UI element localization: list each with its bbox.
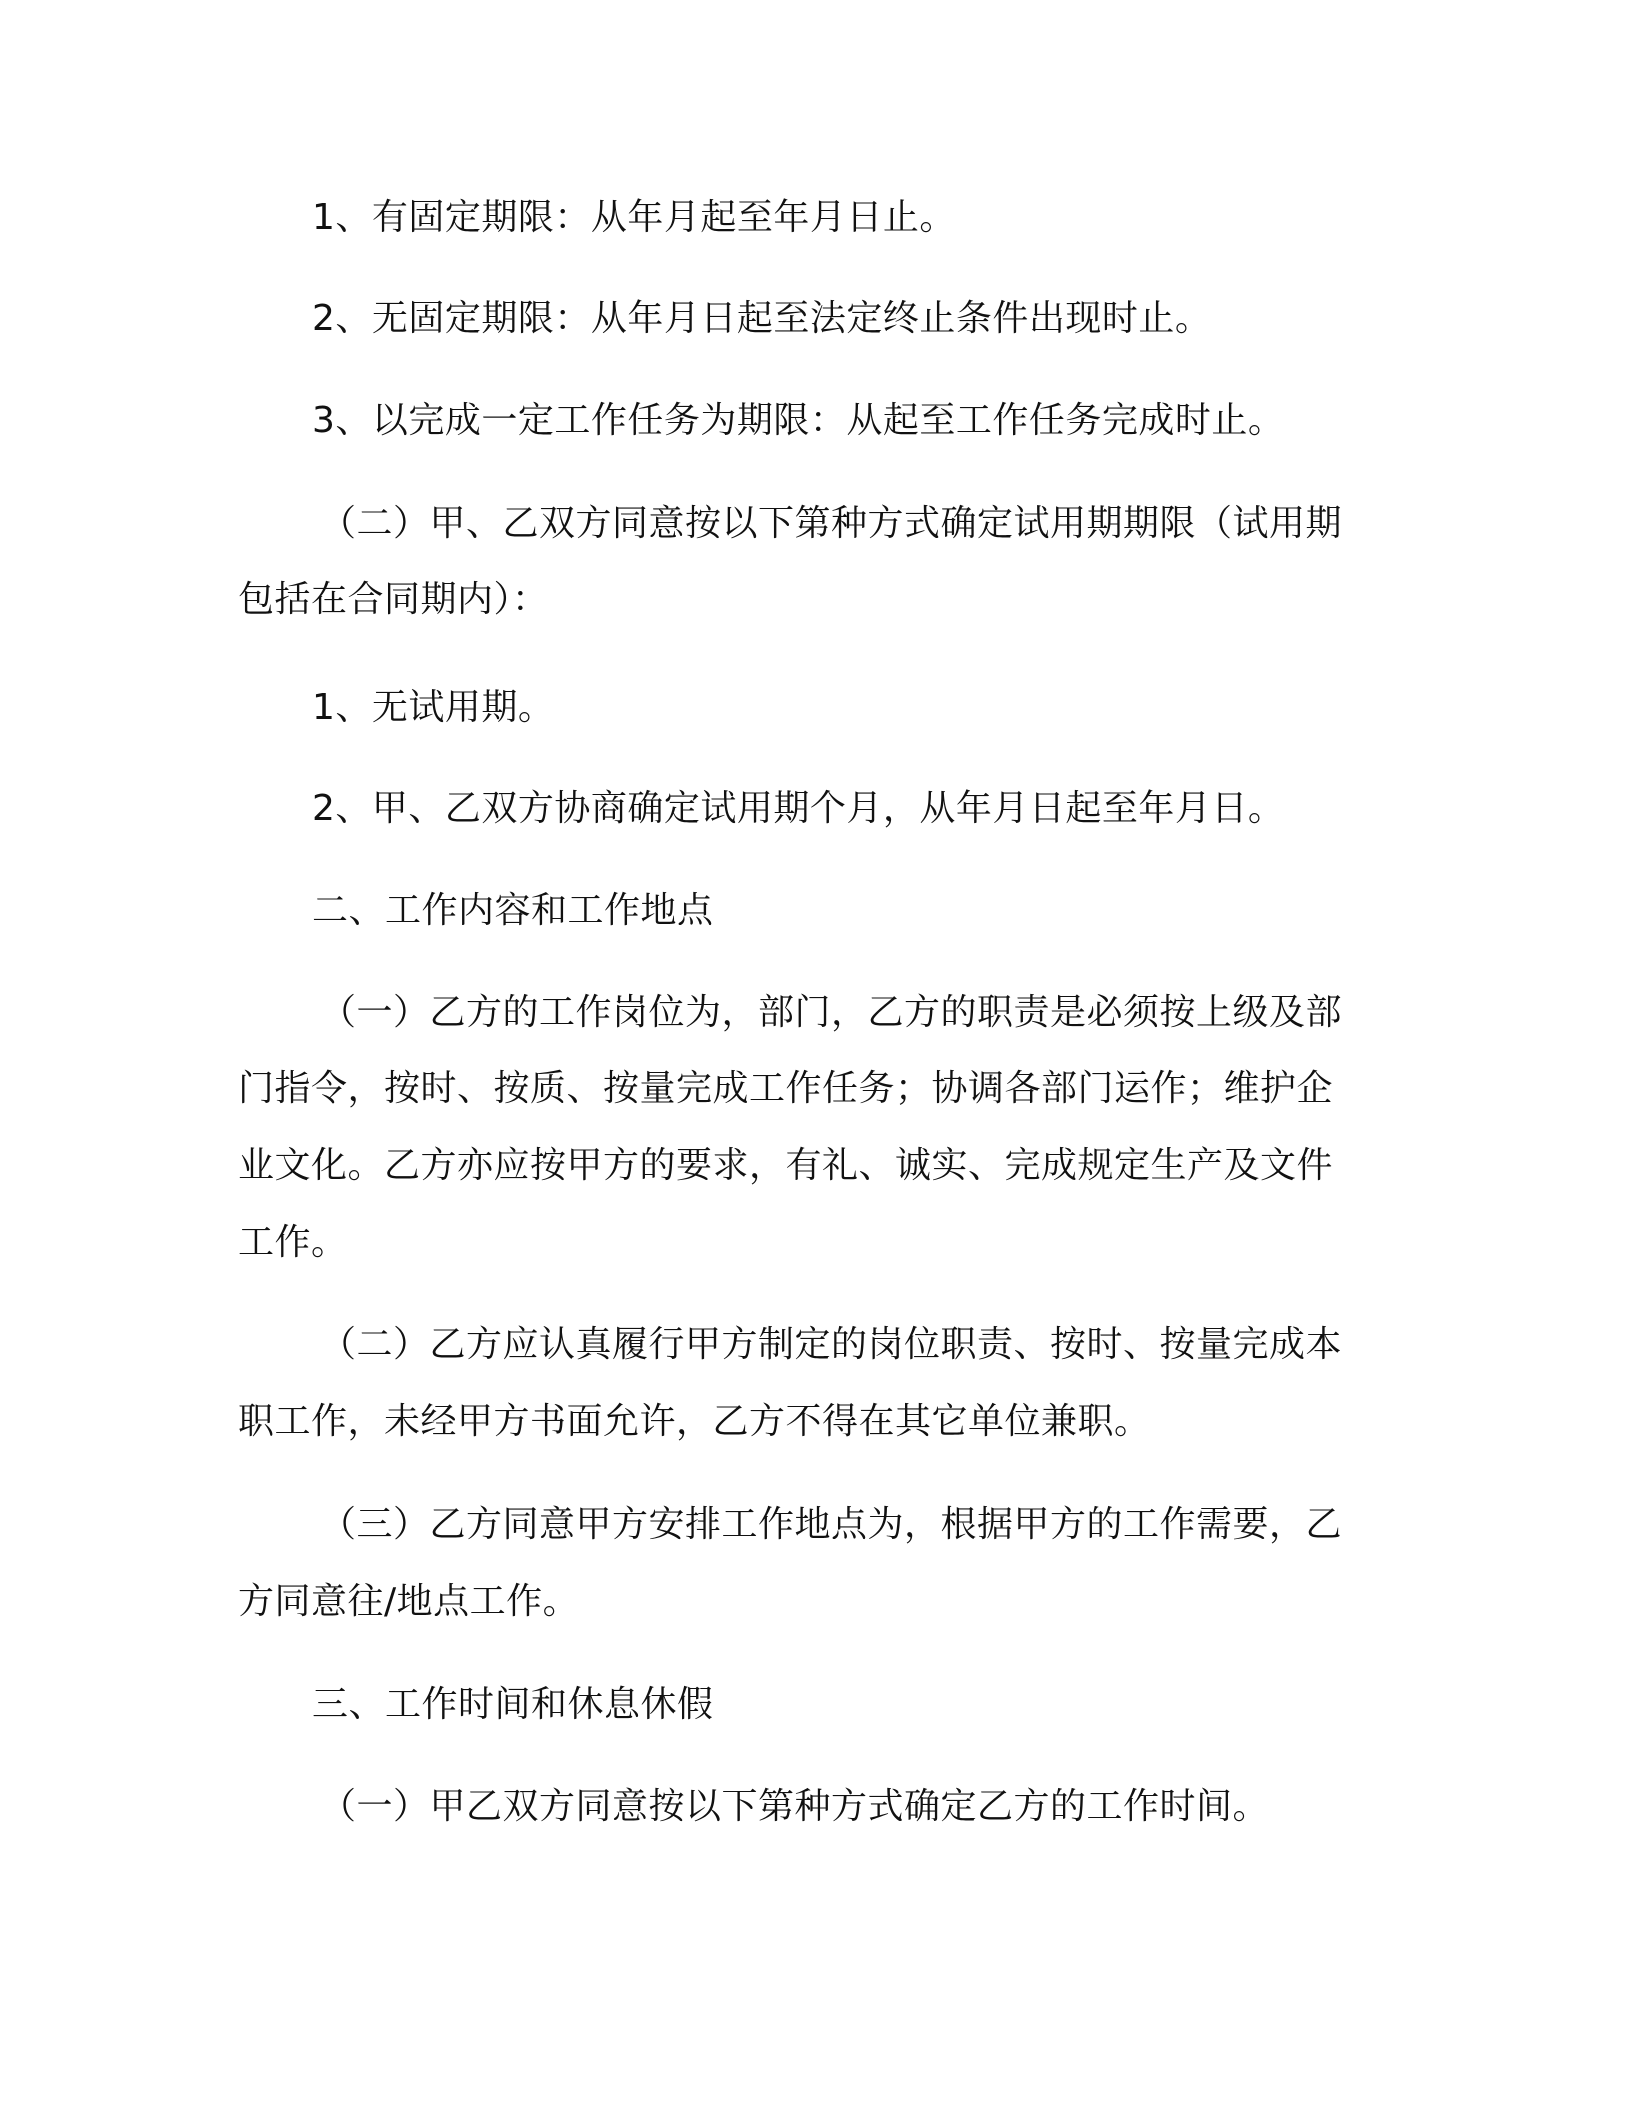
work-duty-line-3: 业文化。乙方亦应按甲方的要求，有礼、诚实、完成规定生产及文件 [238,1145,1334,1186]
working-hours-line-1: （一）甲乙双方同意按以下第种方式确定乙方的工作时间。 [320,1786,1270,1827]
work-location-line-1: （三）乙方同意甲方安排工作地点为，根据甲方的工作需要，乙 [320,1504,1343,1545]
term-option-1: 1、有固定期限：从年月起至年月日止。 [312,197,956,238]
probation-clause-line-1: （二）甲、乙双方同意按以下第种方式确定试用期期限（试用期 [320,503,1343,544]
job-responsibility-line-1: （二）乙方应认真履行甲方制定的岗位职责、按时、按量完成本 [320,1324,1343,1365]
job-responsibility-line-2: 职工作，未经甲方书面允许，乙方不得在其它单位兼职。 [238,1401,1151,1442]
term-option-3: 3、以完成一定工作任务为期限：从起至工作任务完成时止。 [312,400,1285,441]
section-heading-working-hours: 三、工作时间和休息休假 [312,1684,714,1725]
probation-option-1: 1、无试用期。 [312,687,555,728]
term-option-2: 2、无固定期限：从年月日起至法定终止条件出现时止。 [312,298,1212,339]
work-location-line-2: 方同意往/地点工作。 [238,1581,580,1622]
section-heading-work-content: 二、工作内容和工作地点 [312,890,714,931]
work-duty-line-2: 门指令，按时、按质、按量完成工作任务；协调各部门运作；维护企 [238,1068,1334,1109]
probation-option-2: 2、甲、乙双方协商确定试用期个月，从年月日起至年月日。 [312,788,1285,829]
work-duty-line-1: （一）乙方的工作岗位为，部门，乙方的职责是必须按上级及部 [320,992,1343,1033]
work-duty-line-4: 工作。 [238,1222,348,1263]
probation-clause-line-2: 包括在合同期内）： [238,579,549,620]
